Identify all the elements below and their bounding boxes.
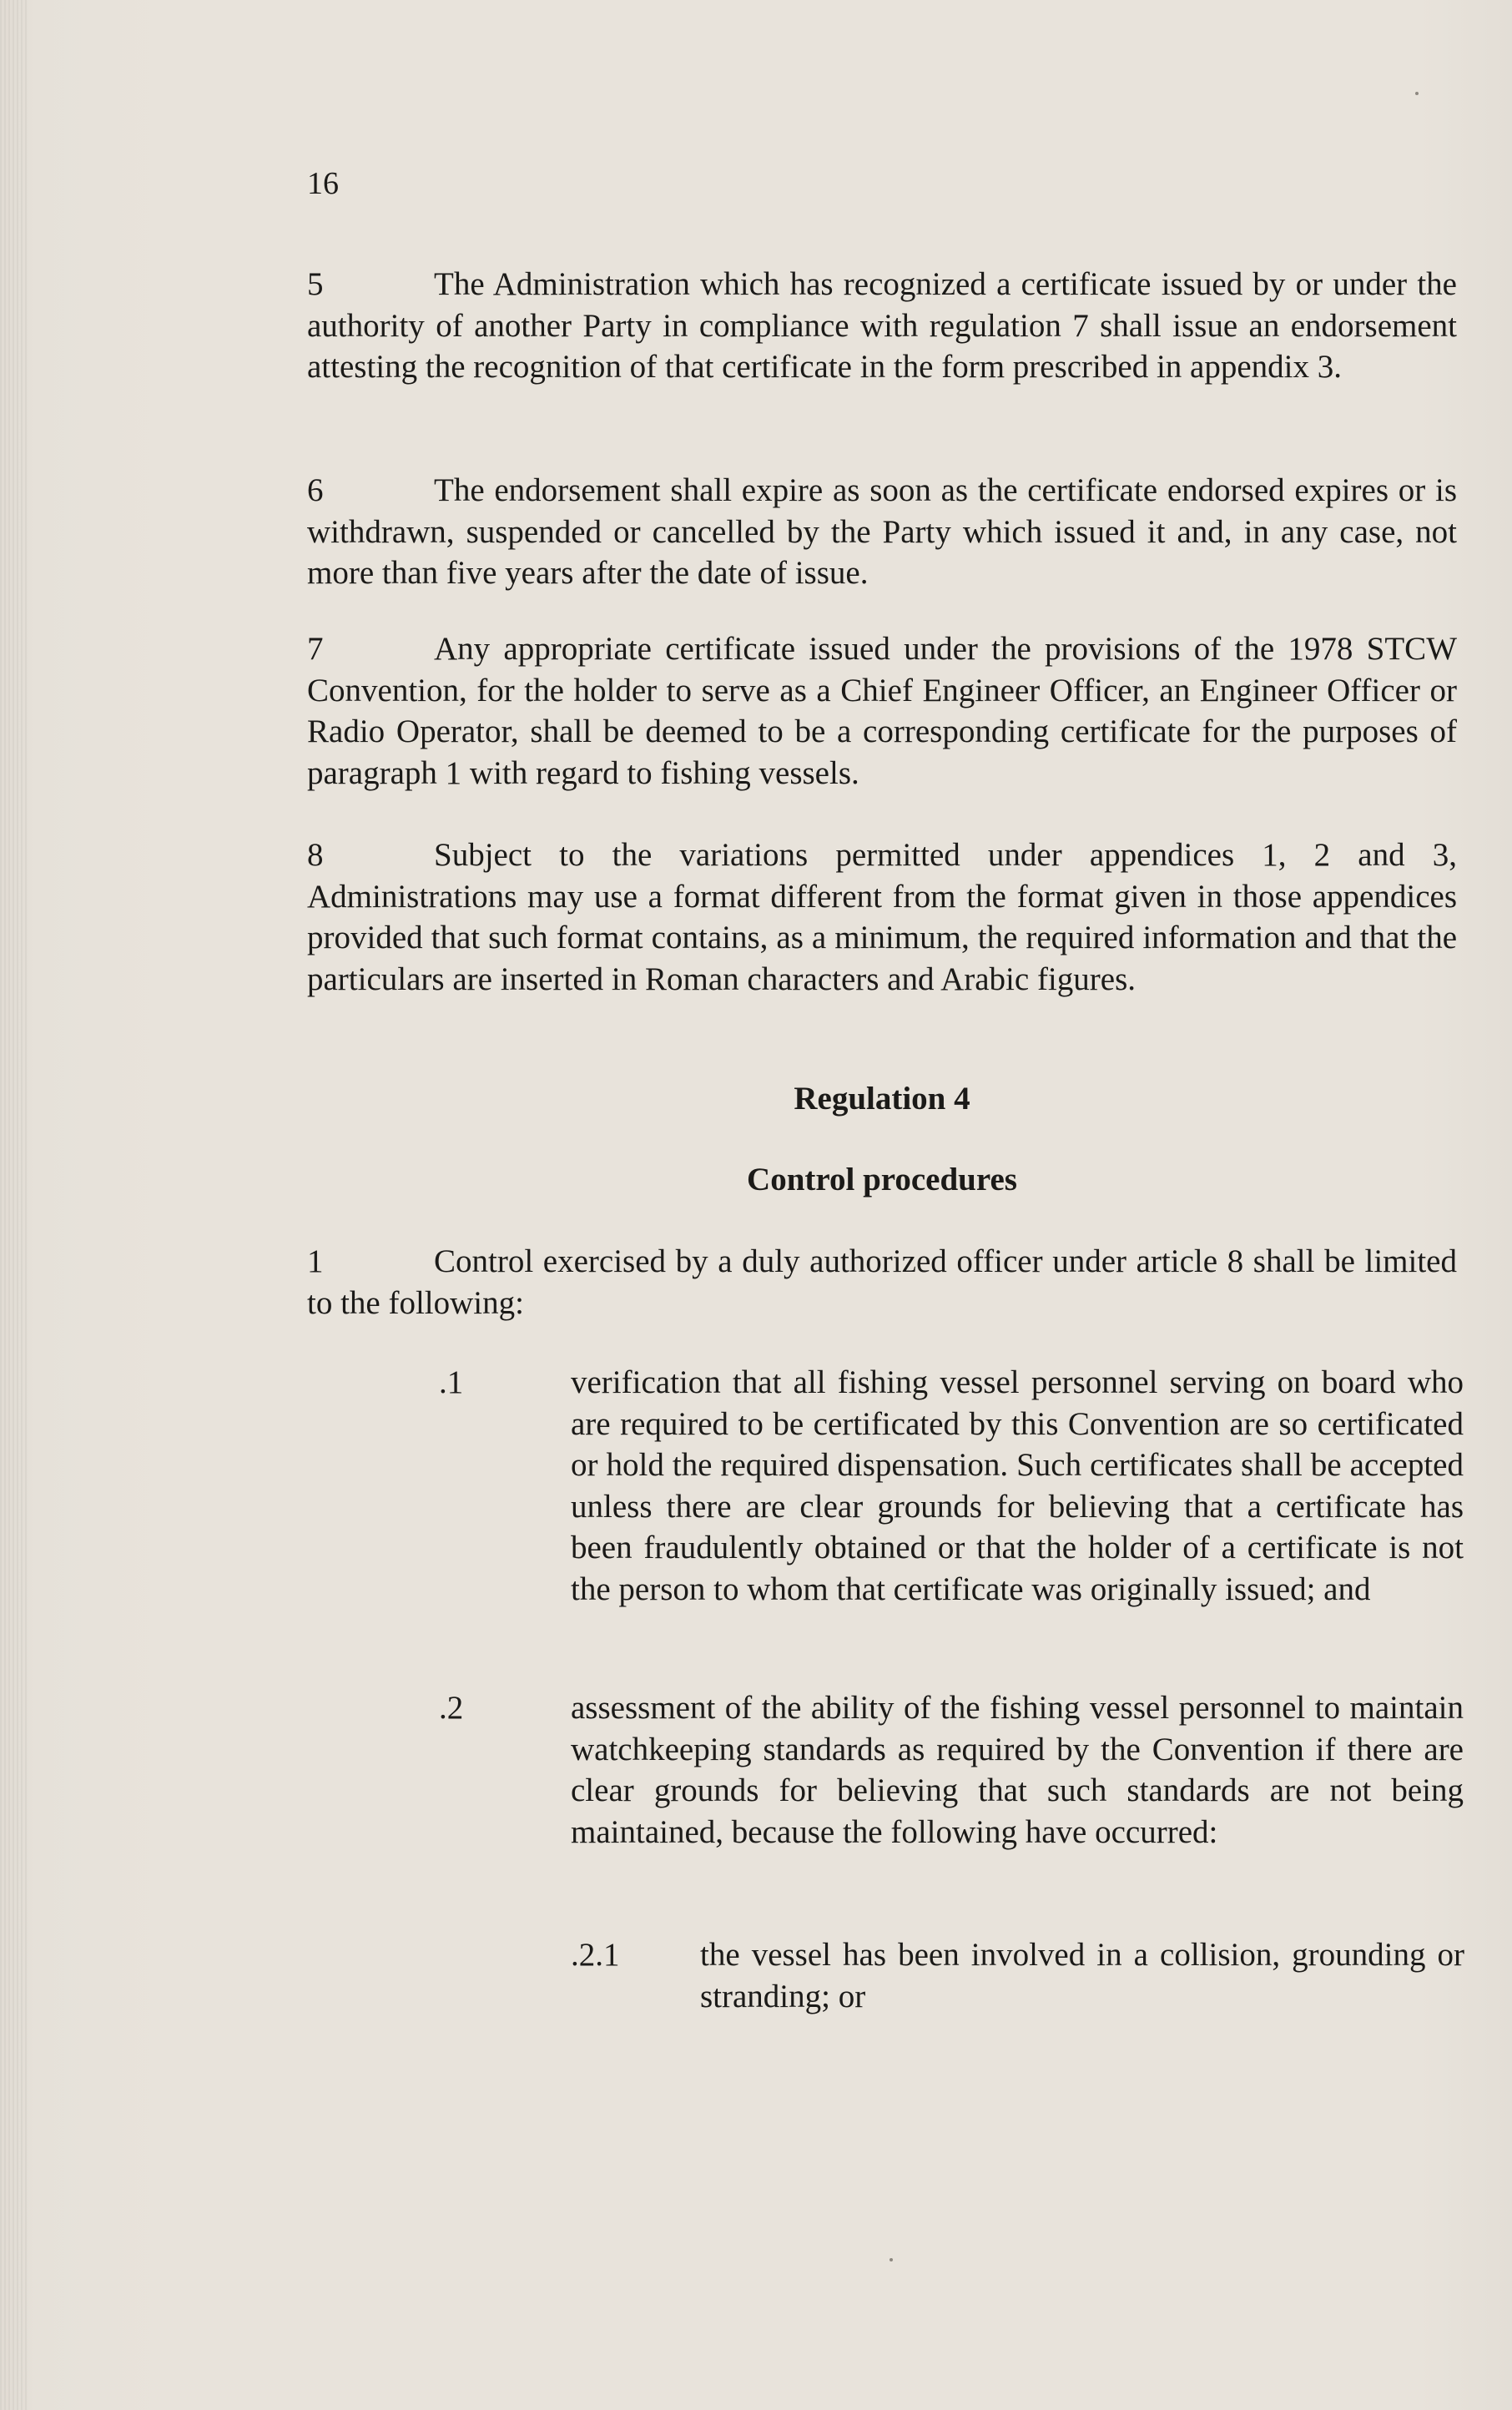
item-number: .1 (439, 1364, 464, 1400)
item-text: assessment of the ability of the fishing vessel personnel to maintain watchkeeping standards as required by the Convention if there are clear grounds for believing that such standards are not being maintained, because the following have occurred: (571, 1690, 1464, 1850)
paragraph-6 (307, 470, 1457, 594)
paragraph-7 (307, 628, 1457, 794)
paragraph-text: The Administration which has recognized a certificate issued by or under the authority of another Party in compliance with regulation 7 shall issue an endorsement attesting the recognition of that certificate in the form prescribed in appendix 3. (307, 266, 1457, 385)
paragraph-number: 8 (307, 837, 324, 873)
paragraph-text: The endorsement shall expire as soon as the certificate endorsed expires or is withdrawn, suspended or cancelled by the Party which issued it and, in any case, not more than five years after the date of issue. (307, 472, 1457, 591)
paper-speck (890, 2258, 893, 2261)
page-number: 16 (307, 166, 339, 201)
page-edge-shadow (0, 0, 27, 2410)
regulation-subtitle: Control procedures (747, 1162, 1017, 1197)
paragraph-number: 1 (307, 1243, 324, 1279)
regulation-paragraph-1 (307, 1241, 1457, 1323)
item-text: verification that all fishing vessel personnel serving on board who are required to be certificated by this Convention are so certificated or hold the required dispensation. Such certificates shall be accepted unless there are clear grounds for believing that a certificate has been fraudulently obtained or that the holder of a certificate is not the person to whom that certificate was originally issued; and (571, 1364, 1464, 1607)
paragraph-text: Any appropriate certificate issued under the provisions of the 1978 STCW Convention, for the holder to serve as a Chief Engineer Officer, an Engineer Officer or Radio Operator, shall be deemed to be a corresponding certificate for the purposes of paragraph 1 with regard to fishing vessels. (307, 631, 1457, 791)
paragraph-8 (307, 834, 1457, 1000)
subitem-text: the vessel has been involved in a collision, grounding or stranding; or (700, 1937, 1464, 2014)
item-number: .2 (439, 1690, 464, 1726)
subitem-number: .2.1 (571, 1937, 620, 1973)
paragraph-number: 5 (307, 266, 324, 302)
regulation-title: Regulation 4 (794, 1081, 970, 1117)
paper-speck (1415, 92, 1419, 95)
paragraph-text: Subject to the variations permitted under appendices 1, 2 and 3, Administrations may use a format different from the format given in those appendices provided that such format contains, as a minimum, the required information and that the particulars are inserted in Roman characters and Arabic figures. (307, 837, 1457, 997)
paragraph-text: Control exercised by a duly authorized officer under article 8 shall be limited to the following: (307, 1243, 1457, 1321)
paragraph-number: 6 (307, 472, 324, 508)
paragraph-number: 7 (307, 631, 324, 667)
paragraph-5 (307, 264, 1457, 388)
